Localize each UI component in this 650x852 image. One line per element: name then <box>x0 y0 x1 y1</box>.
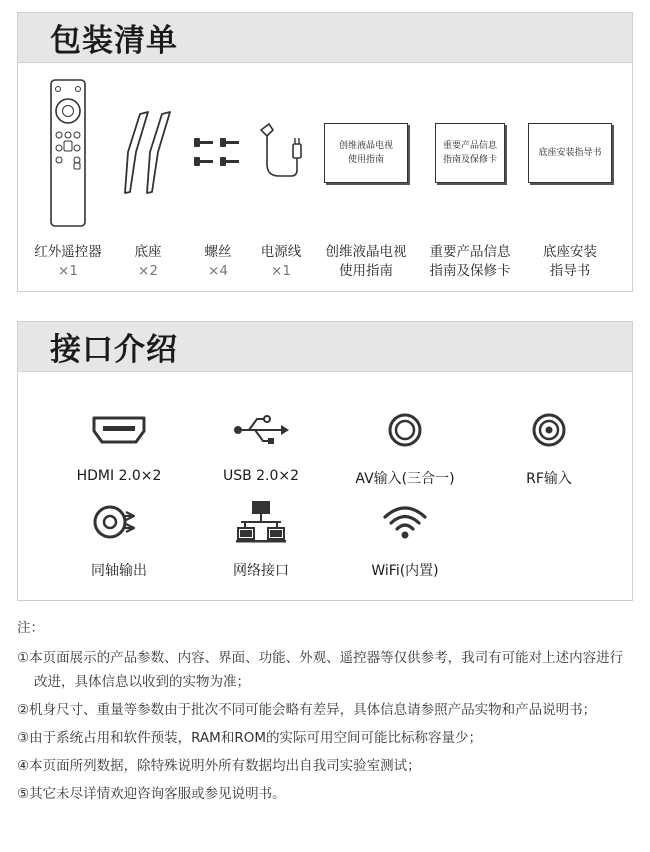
port-label: USB 2.0×2 <box>222 468 300 484</box>
booklet-text: 使用指南 <box>347 155 384 165</box>
port-label: WiFi(内置) <box>371 563 439 579</box>
av-port-icon <box>387 412 423 448</box>
network-icon <box>236 500 286 544</box>
port-rf <box>484 400 614 488</box>
port-network <box>196 492 326 580</box>
package-list-title: 包装清单 <box>50 23 178 59</box>
remote-control-icon <box>48 78 88 228</box>
usb-icon <box>231 412 291 448</box>
stand-guide-booklet <box>528 123 612 183</box>
package-item-qty: ×4 <box>208 263 228 279</box>
ports-header <box>18 322 632 372</box>
port-label: RF输入 <box>526 471 572 487</box>
package-list-panel <box>17 12 633 292</box>
booklet-text: 重要产品信息 <box>442 141 497 151</box>
port-label: AV输入(三合一) <box>355 471 455 487</box>
package-item-qty: ×1 <box>271 263 291 279</box>
package-list-header <box>18 13 632 63</box>
ports-panel <box>17 321 633 601</box>
booklet-text: 指南及保修卡 <box>442 155 497 165</box>
package-item-label: 创维液晶电视 使用指南 <box>325 244 407 279</box>
port-av <box>340 400 470 488</box>
booklet-text: 创维液晶电视 <box>338 141 393 151</box>
port-usb <box>196 400 326 484</box>
package-item-stand-guide <box>520 73 620 281</box>
port-label: 同轴输出 <box>91 563 147 579</box>
package-item-label: 螺丝 <box>204 244 232 260</box>
port-hdmi <box>54 400 184 484</box>
wifi-icon <box>381 503 429 541</box>
package-item-label: 底座 <box>134 244 162 260</box>
notes-section <box>17 616 633 810</box>
note-item: ②机身尺寸、重量等参数由于批次不同可能会略有差异，具体信息请参照产品实物和产品说明书； <box>17 702 597 718</box>
booklet-text: 底座安装指导书 <box>538 148 602 158</box>
hdmi-port-icon <box>91 415 147 445</box>
port-wifi <box>340 492 470 580</box>
package-item-power-cord <box>251 73 311 281</box>
package-item-stand <box>118 73 178 281</box>
package-item-user-guide <box>316 73 416 281</box>
port-label: HDMI 2.0×2 <box>76 468 162 484</box>
port-label: 网络接口 <box>233 563 289 579</box>
note-item: ④本页面所列数据，除特殊说明外所有数据均出自我司实验室测试； <box>17 758 421 774</box>
package-item-label: 重要产品信息 指南及保修卡 <box>429 244 511 279</box>
package-item-label: 底座安装 指导书 <box>543 244 597 279</box>
rf-port-icon <box>531 412 567 448</box>
package-item-screws <box>188 73 248 281</box>
screws-icon <box>192 136 244 170</box>
package-item-qty: ×2 <box>138 263 158 279</box>
package-item-qty: ×1 <box>58 263 78 279</box>
coaxial-output-icon <box>92 502 146 542</box>
package-item-remote <box>28 73 108 281</box>
port-coaxial <box>54 492 184 580</box>
power-cord-icon <box>253 118 309 188</box>
package-item-label: 电源线 <box>260 244 302 260</box>
ports-title: 接口介绍 <box>50 332 178 368</box>
warranty-card-booklet <box>435 123 505 183</box>
stand-legs-icon <box>118 108 178 198</box>
note-item: ⑤其它未尽详情欢迎咨询客服或参见说明书。 <box>17 786 286 802</box>
package-item-warranty-card <box>420 73 520 281</box>
package-item-label: 红外遥控器 <box>34 244 102 260</box>
note-item: ③由于系统占用和软件预装，RAM和ROM的实际可用空间可能比标称容量少； <box>17 730 482 746</box>
notes-title: 注： <box>17 620 44 636</box>
user-guide-booklet <box>324 123 408 183</box>
note-item: ①本页面展示的产品参数、内容、界面、功能、外观、遥控器等仅供参考，我司有可能对上述内容进行改进，具体信息以收到的实物为准； <box>17 650 624 690</box>
